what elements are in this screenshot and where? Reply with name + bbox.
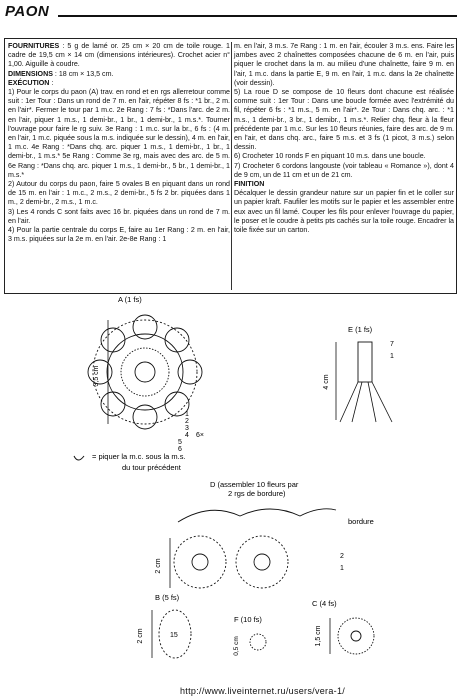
b-size-label: 2 cm — [137, 628, 144, 644]
step-5: 5) La roue D se compose de 10 fleurs dont chacune est réalisée comme suit : 1er Tour : Dans une boucle formée avec l'extrémité du fil, répéter 6 fs : *1 m.s., 5 m. en l'air*. 2e Tour : Dans chq. arc. : *1 m.s., 1 demi-br., 3 br., 1 demibr., 1 m.s.*. Relier chq. fleur à la fleur précédente par 1 m.c. Sur les 10 fleurs réunies, faire des arc. de 9 m. en l'air, et dans chq. arc., faire 5 m.s. et 3 fs (1 picot, 3 m.s.) selon dessin. — [234, 88, 454, 152]
diagram-f-label: F (10 fs) — [234, 615, 262, 624]
a-row-5: 5 — [178, 439, 182, 446]
petal — [101, 392, 125, 416]
e-legs — [340, 382, 392, 422]
c-ring-center — [351, 631, 361, 641]
instructions-left-column — [8, 42, 230, 244]
diagram-f — [233, 615, 266, 656]
legend-line-2: du tour précédent — [122, 463, 181, 472]
fournitures-paragraph — [8, 42, 230, 70]
finition-text: Décalquer le dessin grandeur nature sur un papier fin et le coller sur un papier kraft. Faufiler les motifs sur le papier et les assembler entre eux avec un fil lamé. Couper les fils pour enlever l'ouvrage du papier, le poser et le coudre à petits pts cachés sur la toile rouge. Encadrer la toile fixée sur un carton. — [234, 189, 454, 235]
legend-line-1: = piquer la m.c. sous la m.s. — [92, 452, 186, 461]
middle-ring — [107, 334, 183, 410]
step-7: 7) Crocheter 6 cordons langouste (voir tableau « Romance »), dont 4 de 9 cm, un de 11 cm et un de 21 cm. — [234, 161, 454, 179]
d-flower-center — [192, 554, 208, 570]
dimensions-text: : 18 cm × 13,5 cm. — [54, 69, 114, 78]
step-4-continued: m. en l'air, 3 m.s. 7e Rang : 1 m. en l'air, écouler 3 m.s. ens. Faire les jambes avec 2 chaînettes composées chacune de 6 m. en l'air, puis piquer le crochet dans la m. au milieu d'une chaînette, faire 9 m. en l'air, 1 m.c. dans la partie E, 9 m. en l'air, 1 m.c. dans la 2e chaînette (voir dessin). — [234, 42, 454, 87]
source-url[interactable]: http://www.liveinternet.ru/users/vera-1/ — [180, 686, 346, 696]
d-flower-outer — [236, 536, 288, 588]
a-row-1: 1 — [185, 411, 189, 418]
legend — [74, 452, 186, 472]
execution-label: EXÉCUTION — [8, 78, 50, 87]
f-ring — [250, 634, 266, 650]
diagram-d-label-1: D (assembler 10 fleurs par — [210, 480, 299, 489]
title-rule — [58, 15, 457, 17]
outer-petal-ring — [93, 320, 197, 424]
d-flower-outer — [174, 536, 226, 588]
step-1: 1) Pour le corps du paon (A) trav. en rond et en rgs allerretour comme suit : 1er Tour : Dans un rond de 7 m. en l'air, répéter 8 fs : *1 br., 2 m. en l'air*. Fermer le tour par 1 m.c. 2e Rang : 7 fs : *Dans l'arc. de 2 m. en l'air, piquer 1 m.s., 1 demi-br., 1 br., 1 demi-br., 1 m.s.*. Tourner l'ouvrage pour faire le rg suiv. 3e Rang : 1 m.c. sur la br., 6 fs : (4 m. en l'air, 1 m.c. piquée sous la m.s. indiquée sur le dessin), 4 m. en l'air, 1 m.c. 4e Rang : *Dans chq. arc. piquer 1 m.s., 1 demi-br., 1 br., 1 demi-br., 1 m.s.* 5e Rang : Comme 3e rg, mais avec des arc. de 5 m. 6e Rang : *Dans chq. arc. piquer 1 m.s., 1 demi-br., 5 br., 1 demi-br., 1 m.s.* — [8, 88, 230, 179]
petal — [101, 328, 125, 352]
petal — [133, 315, 157, 339]
petal — [178, 360, 202, 384]
instructions-box — [4, 38, 457, 294]
d-flower-left — [174, 536, 226, 588]
inner-ring — [121, 348, 169, 396]
finition-heading — [234, 180, 454, 189]
dimensions-label: DIMENSIONS — [8, 69, 53, 78]
fournitures-text: : 5 g de lamé or. 25 cm × 20 cm de toile rouge. 1 cadre de 19,5 cm × 14 cm (dimensions intérieures). Crochet acier n° 1,00. Aiguille à coudre. — [8, 42, 231, 69]
a-multiplier: 6× — [196, 432, 204, 439]
diagram-d-label-2: 2 rgs de bordure) — [228, 489, 286, 498]
step-3: 3) Les 4 ronds C sont faits avec 16 br. piquées dans un rond de 7 m. en l'air. — [8, 207, 230, 225]
dimensions-paragraph — [8, 70, 230, 79]
e-size-label: 4 cm — [323, 374, 330, 390]
finition-label: FINITION — [234, 180, 265, 189]
diagram-a-label: A (1 fs) — [118, 295, 142, 304]
diagram-b — [137, 593, 191, 658]
diagram-d — [155, 480, 374, 588]
e-row-bottom: 1 — [390, 353, 394, 360]
d-row-1: 1 — [340, 565, 344, 572]
diagram-a — [88, 295, 204, 453]
a-row-2: 2 — [185, 418, 189, 425]
step-2: 2) Autour du corps du paon, faire 5 ovales B en piquant dans un rond de 15 m. en l'air : 1 m.c., 2 m.s., 2 demi-br., 5 fs 2 br. piquées dans 1 m., 2 demi-br., 2 m.s., 1 m.c. — [8, 180, 230, 207]
diagram-b-label: B (5 fs) — [155, 593, 180, 602]
diagram-c-label: C (4 fs) — [312, 599, 337, 608]
a-row-6: 6 — [178, 446, 182, 453]
center-ring — [135, 362, 155, 382]
diagram-e — [323, 325, 394, 422]
a-row-3: 3 — [185, 425, 189, 432]
d-border-arc — [178, 509, 336, 522]
d-flower-right — [236, 536, 288, 588]
petal — [133, 405, 157, 429]
a-row-4: 4 — [185, 432, 189, 439]
b-number: 15 — [170, 632, 178, 639]
d-bordure-label: bordure — [348, 517, 374, 526]
execution-paragraph: EXÉCUTION : — [8, 78, 54, 87]
f-size-label: 0,5 cm — [233, 636, 240, 656]
d-size-label: 2 cm — [155, 558, 162, 574]
crochet-diagrams — [0, 294, 461, 684]
e-row-top: 7 — [390, 341, 394, 348]
step-4: 4) Pour la partie centrale du corps E, faire au 1er Rang : 2 m. en l'air, 3 m.s. piquées sur la 2e m. en l'air. 2e-8e Rang : 1 — [8, 226, 230, 244]
fournitures-label: FOURNITURES — [8, 42, 60, 50]
a-size-label: 3,5 cm — [93, 365, 100, 387]
petal — [165, 328, 189, 352]
diagram-e-label: E (1 fs) — [348, 325, 373, 334]
step-6: 6) Crocheter 10 ronds F en piquant 10 m.s. dans une boucle. — [234, 152, 426, 161]
diagram-c — [312, 599, 374, 654]
c-ring-outer — [338, 618, 374, 654]
column-divider — [231, 42, 232, 290]
d-flower-center — [254, 554, 270, 570]
c-size-label: 1,5 cm — [315, 625, 322, 647]
e-body-rect — [358, 342, 372, 382]
pick-symbol-icon — [74, 456, 84, 460]
d-row-2: 2 — [340, 553, 344, 560]
page-title: PAON — [5, 3, 50, 20]
instructions-right-column — [234, 42, 454, 235]
